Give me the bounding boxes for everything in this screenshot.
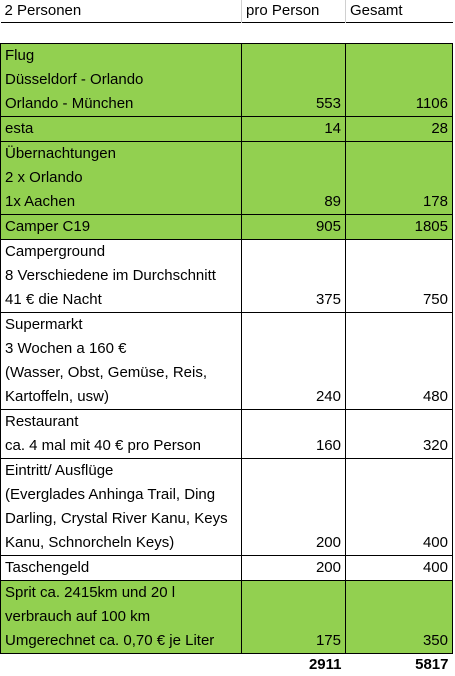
per-person-cell[interactable]: 553 (242, 44, 346, 117)
header-per-person[interactable]: pro Person (242, 0, 346, 23)
total-cell[interactable]: 178 (346, 142, 453, 215)
table-row (1, 215, 453, 240)
item-description-cell[interactable] (1, 581, 242, 654)
per-person-cell[interactable]: 375 (242, 240, 346, 313)
description-line: esta (5, 117, 237, 141)
total-cell[interactable]: 400 (346, 556, 453, 581)
description-line: Kanu, Schnorcheln Keys) (5, 531, 237, 555)
table-row (1, 313, 453, 410)
sum-total-cell[interactable]: 5817 (346, 654, 453, 676)
description-line: Darling, Crystal River Kanu, Keys (5, 507, 237, 531)
table-row (1, 459, 453, 556)
item-description-cell[interactable] (1, 556, 242, 581)
per-person-cell[interactable]: 240 (242, 313, 346, 410)
table-row (1, 142, 453, 215)
description-line: 2 x Orlando (5, 166, 237, 190)
description-line: 41 € die Nacht (5, 288, 237, 312)
description-line: Orlando - München (5, 92, 237, 116)
blank-cell[interactable] (1, 23, 242, 44)
table-row (1, 410, 453, 459)
per-person-cell[interactable]: 89 (242, 142, 346, 215)
description-line: 8 Verschiedene im Durchschnitt (5, 264, 237, 288)
description-line: Flug (5, 44, 237, 68)
item-description-cell[interactable] (1, 215, 242, 240)
total-cell[interactable]: 28 (346, 117, 453, 142)
item-description-cell[interactable] (1, 410, 242, 459)
blank-cell[interactable] (242, 23, 346, 44)
header-row (1, 0, 453, 23)
total-cell[interactable]: 480 (346, 313, 453, 410)
description-line: Düsseldorf - Orlando (5, 68, 237, 92)
sum-per-person-cell[interactable]: 2911 (242, 654, 346, 676)
per-person-cell[interactable]: 200 (242, 459, 346, 556)
table-row (1, 581, 453, 654)
header-total[interactable]: Gesamt (346, 0, 453, 23)
empty-cell[interactable] (1, 654, 242, 676)
total-cell[interactable]: 350 (346, 581, 453, 654)
description-line: 3 Wochen a 160 € (5, 337, 237, 361)
total-cell[interactable]: 750 (346, 240, 453, 313)
description-line: verbrauch auf 100 km (5, 605, 237, 629)
table-row (1, 44, 453, 117)
per-person-cell[interactable]: 14 (242, 117, 346, 142)
total-cell[interactable]: 1805 (346, 215, 453, 240)
item-description-cell[interactable] (1, 459, 242, 556)
description-line: Camper C19 (5, 215, 237, 239)
item-description-cell[interactable] (1, 117, 242, 142)
description-line: Sprit ca. 2415km und 20 l (5, 581, 237, 605)
table-row (1, 117, 453, 142)
description-line: Camperground (5, 240, 237, 264)
blank-cell[interactable] (346, 23, 453, 44)
table-row (1, 556, 453, 581)
description-line: 1x Aachen (5, 190, 237, 214)
item-description-cell[interactable] (1, 44, 242, 117)
description-line: Umgerechnet ca. 0,70 € je Liter (5, 629, 237, 653)
description-line: ca. 4 mal mit 40 € pro Person (5, 434, 237, 458)
per-person-cell[interactable]: 175 (242, 581, 346, 654)
item-description-cell[interactable] (1, 240, 242, 313)
blank-row (1, 23, 453, 44)
description-line: Kartoffeln, usw) (5, 385, 237, 409)
total-cell[interactable]: 1106 (346, 44, 453, 117)
description-line: Taschengeld (5, 556, 237, 580)
header-title[interactable]: 2 Personen (1, 0, 242, 23)
description-line: Eintritt/ Ausflüge (5, 459, 237, 483)
item-description-cell[interactable] (1, 142, 242, 215)
description-line: Übernachtungen (5, 142, 237, 166)
item-description-cell[interactable] (1, 313, 242, 410)
per-person-cell[interactable]: 160 (242, 410, 346, 459)
per-person-cell[interactable]: 200 (242, 556, 346, 581)
total-cell[interactable]: 400 (346, 459, 453, 556)
description-line: (Everglades Anhinga Trail, Ding (5, 483, 237, 507)
description-line: (Wasser, Obst, Gemüse, Reis, (5, 361, 237, 385)
description-line: Supermarkt (5, 313, 237, 337)
table-row (1, 240, 453, 313)
description-line: Restaurant (5, 410, 237, 434)
per-person-cell[interactable]: 905 (242, 215, 346, 240)
total-cell[interactable]: 320 (346, 410, 453, 459)
totals-row (1, 654, 453, 676)
